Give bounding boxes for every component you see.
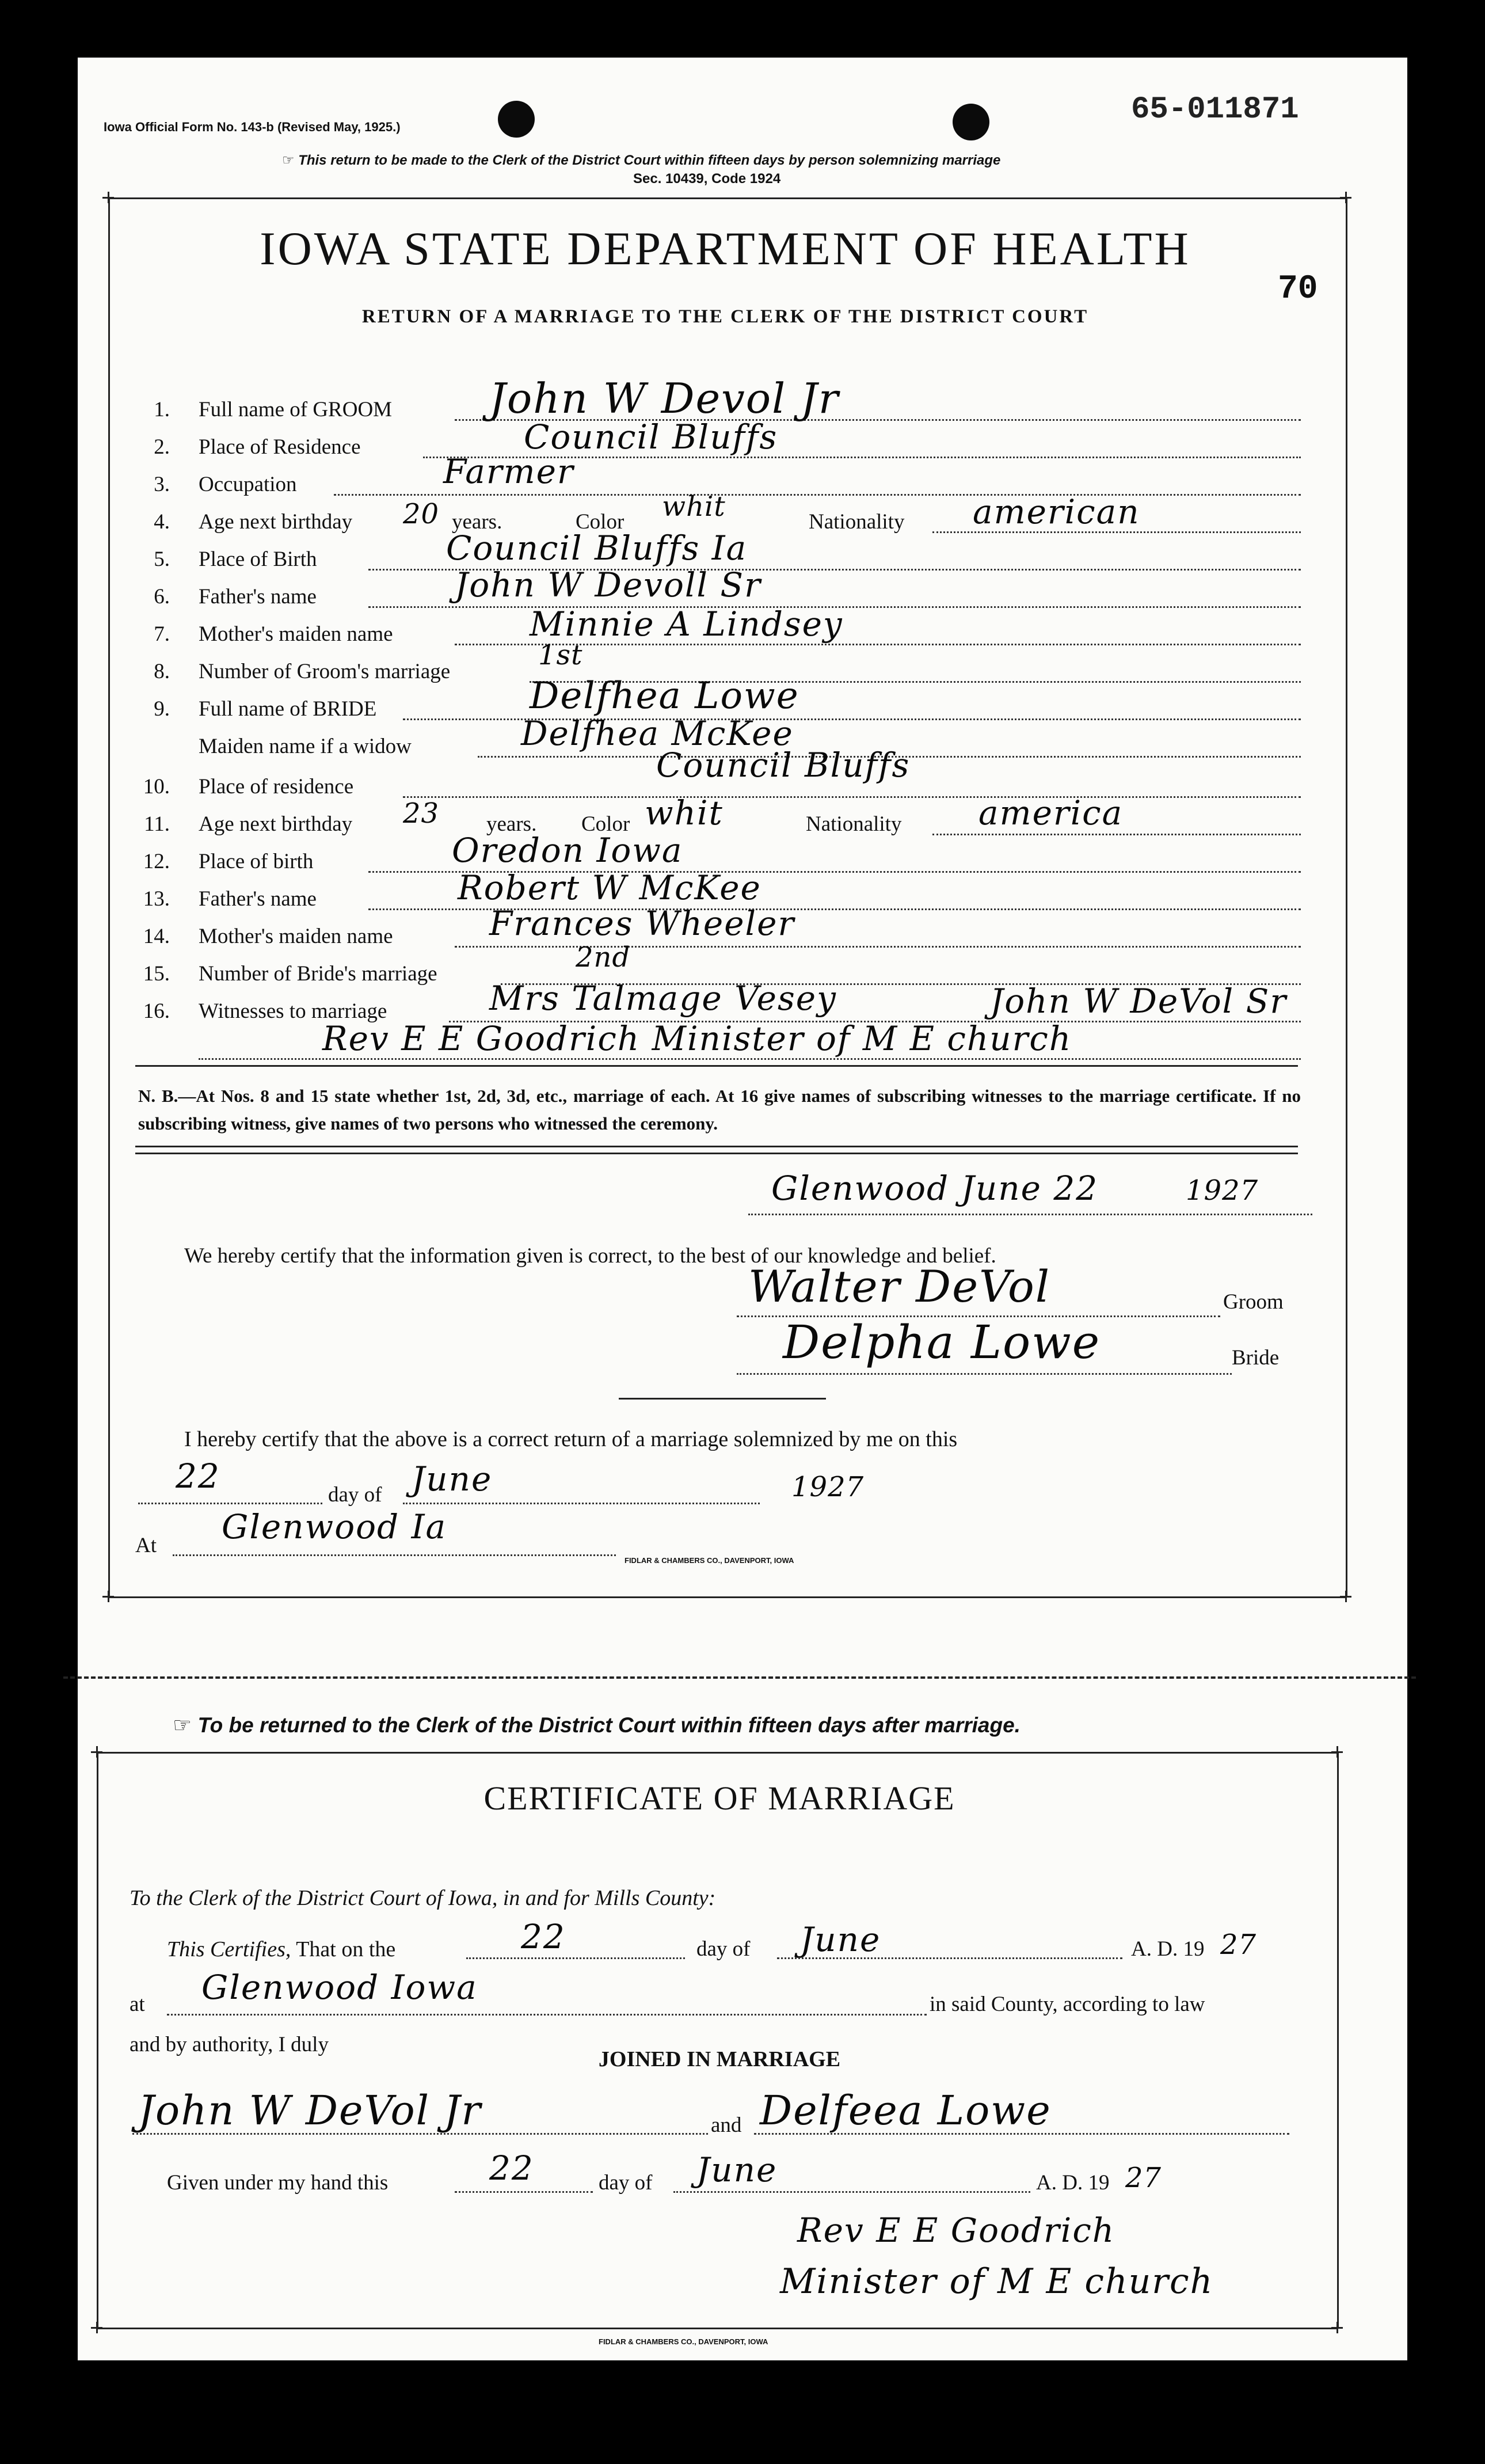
- field-line: [455, 2191, 593, 2193]
- corner-mark: [102, 1591, 114, 1602]
- short-divider: [619, 1398, 826, 1400]
- nationality-label: Nationality: [809, 510, 905, 534]
- punch-hole-right: [953, 104, 989, 140]
- at-place-value: Glenwood Ia: [222, 1507, 447, 1546]
- groom-marriage-number-value: 1st: [538, 639, 583, 671]
- years-label: years.: [486, 812, 537, 836]
- field-label: Place of Birth: [199, 547, 317, 571]
- page-number: 70: [1278, 271, 1318, 308]
- officiant-certify-text: I hereby certify that the above is a correct return of a marriage solemnized by me on this: [184, 1427, 958, 1451]
- certificate-instruction: ☞ To be returned to the Clerk of the District Court within fifteen days after marriage.: [173, 1713, 1021, 1737]
- frame-bottom: [108, 1596, 1346, 1598]
- pointing-hand-icon: ☞: [282, 153, 295, 168]
- place-date-value: Glenwood June 22: [771, 1169, 1099, 1208]
- code-reference: Sec. 10439, Code 1924: [633, 171, 781, 187]
- given-year-value: 27: [1125, 2162, 1162, 2194]
- field-line: [403, 1503, 760, 1504]
- field-line: [199, 1058, 1301, 1060]
- day-of-label: day of: [696, 1937, 751, 1961]
- field-number: 4.: [154, 510, 170, 534]
- corner-mark: [91, 2322, 102, 2333]
- bride-mother-value: Frances Wheeler: [489, 904, 795, 943]
- certificate-title: CERTIFICATE OF MARRIAGE: [483, 1779, 955, 1817]
- field-number: 14.: [143, 925, 170, 948]
- minister-title: Minister of M E church: [780, 2261, 1214, 2302]
- groom-residence-value: Council Bluffs: [524, 417, 778, 457]
- bride-maiden-name-value: Delfhea McKee: [521, 714, 794, 753]
- given-day-of-label: day of: [599, 2171, 653, 2195]
- field-label: Mother's maiden name: [199, 925, 393, 948]
- groom-birthplace-value: Council Bluffs Ia: [446, 528, 748, 568]
- bride-name-value: Delfhea Lowe: [530, 675, 799, 717]
- corner-mark: [1331, 1746, 1343, 1758]
- field-line: [138, 1503, 322, 1504]
- joined-in-marriage-label: JOINED IN MARRIAGE: [598, 2047, 841, 2071]
- years-label: years.: [452, 510, 502, 534]
- frame-right: [1346, 197, 1347, 1596]
- corner-mark: [1340, 192, 1351, 203]
- divider: [135, 1146, 1298, 1147]
- color-label: Color: [581, 812, 630, 836]
- field-line: [673, 2191, 1030, 2193]
- groom-name-value: John W Devol Jr: [489, 374, 840, 423]
- field-line: [132, 2133, 708, 2135]
- minister-signature: Rev E E Goodrich: [797, 2211, 1115, 2250]
- certificate-place-value: Glenwood Iowa: [201, 1968, 478, 2007]
- divider: [135, 1065, 1298, 1067]
- field-number: 8.: [154, 660, 170, 683]
- certifies-line: This Certifies, That on the: [167, 1937, 396, 1961]
- frame-left: [108, 197, 110, 1596]
- given-month-value: June: [696, 2150, 778, 2189]
- filing-instruction: ☞ This return to be made to the Clerk of the District Court within fifteen days by person solemnizing marriage: [282, 153, 1001, 168]
- field-label: Mother's maiden name: [199, 622, 393, 646]
- field-line: [403, 796, 1301, 798]
- bride-residence-value: Council Bluffs: [656, 746, 911, 785]
- field-number: 13.: [143, 887, 170, 911]
- frame-top: [97, 1752, 1337, 1754]
- printer-imprint: FIDLAR & CHAMBERS CO., DAVENPORT, IOWA: [599, 2337, 768, 2346]
- field-number: 15.: [143, 962, 170, 986]
- certificate-groom-name: John W DeVol Jr: [138, 2087, 482, 2134]
- bride-birthplace-value: Oredon Iowa: [452, 831, 683, 870]
- field-number: 3.: [154, 473, 170, 496]
- frame-left: [97, 1752, 98, 2328]
- day-of-label: day of: [328, 1483, 382, 1507]
- ad-label: A. D. 19: [1131, 1937, 1205, 1961]
- groom-occupation-value: Farmer: [443, 452, 574, 491]
- form-number: Iowa Official Form No. 143-b (Revised May, 1925.): [104, 120, 401, 134]
- bride-label: Bride: [1232, 1346, 1280, 1370]
- given-day-value: 22: [489, 2149, 534, 2188]
- field-label: Place of Residence: [199, 435, 361, 459]
- instruction-note: N. B.—At Nos. 8 and 15 state whether 1st, 2d, 3d, etc., marriage of each. At 16 give names of subscribing witnesses to the marriage certificate. If no subscribing witness, give names of two persons who witnessed the ceremony.: [138, 1086, 1301, 1134]
- field-number: 16.: [143, 999, 170, 1023]
- certificate-year-value: 27: [1220, 1929, 1257, 1961]
- groom-color-value: whit: [662, 490, 726, 523]
- field-label: Age next birthday: [199, 812, 353, 836]
- bride-signature: Delpha Lowe: [783, 1315, 1101, 1369]
- printer-imprint: FIDLAR & CHAMBERS CO., DAVENPORT, IOWA: [625, 1556, 794, 1565]
- field-label: Number of Bride's marriage: [199, 962, 437, 986]
- at-label: at: [130, 1993, 145, 2016]
- field-line: [777, 1957, 1122, 1959]
- given-ad-label: A. D. 19: [1036, 2171, 1110, 2195]
- page-title: IOWA STATE DEPARTMENT OF HEALTH: [260, 222, 1191, 275]
- certificate-month-value: June: [800, 1920, 881, 1959]
- year-value: 1927: [791, 1471, 865, 1503]
- certify-text: We hereby certify that the information given is correct, to the best of our knowledge and belief.: [184, 1244, 996, 1268]
- authority-text: and by authority, I duly: [130, 2033, 329, 2056]
- field-line: [754, 2133, 1289, 2135]
- bride-nationality-value: america: [978, 793, 1124, 832]
- and-label: and: [711, 2113, 742, 2137]
- field-label: Full name of GROOM: [199, 398, 393, 421]
- field-label: Maiden name if a widow: [199, 735, 412, 758]
- field-label: Age next birthday: [199, 510, 353, 534]
- groom-label: Groom: [1223, 1290, 1284, 1314]
- witness-2-value: John W DeVol Sr: [990, 982, 1288, 1021]
- corner-mark: [1331, 2322, 1343, 2333]
- groom-father-value: John W Devoll Sr: [455, 565, 761, 604]
- bride-color-value: whit: [645, 793, 724, 832]
- field-label: Father's name: [199, 887, 317, 911]
- field-number: 11.: [144, 812, 170, 836]
- witness-1-value: Mrs Talmage Vesey: [489, 979, 837, 1018]
- bride-marriage-number-value: 2nd: [576, 941, 631, 974]
- field-line: [334, 494, 1301, 496]
- place-date-year: 1927: [1186, 1174, 1259, 1207]
- field-label: Place of residence: [199, 775, 354, 798]
- bride-father-value: Robert W McKee: [458, 868, 761, 907]
- corner-mark: [1340, 1591, 1351, 1602]
- field-line: [173, 1554, 616, 1556]
- certificate-day-value: 22: [521, 1917, 566, 1956]
- groom-age-value: 20: [403, 498, 440, 530]
- month-value: June: [412, 1459, 493, 1499]
- county-text: in said County, according to law: [930, 1993, 1205, 2016]
- field-number: 12.: [143, 850, 170, 873]
- field-number: 1.: [154, 398, 170, 421]
- pointing-hand-icon: ☞: [173, 1713, 192, 1737]
- field-line: [167, 2014, 927, 2016]
- certificate-bride-name: Delfeea Lowe: [760, 2087, 1052, 2134]
- field-label: Number of Groom's marriage: [199, 660, 451, 683]
- field-label: Witnesses to marriage: [199, 999, 387, 1023]
- color-label: Color: [576, 510, 625, 534]
- tear-line: [63, 1676, 1416, 1679]
- witness-3-value: Rev E E Goodrich Minister of M E church: [322, 1019, 1072, 1058]
- field-line: [466, 1957, 685, 1959]
- field-line: [932, 531, 1301, 533]
- frame-right: [1337, 1752, 1339, 2328]
- nationality-label: Nationality: [806, 812, 902, 836]
- groom-nationality-value: american: [973, 492, 1140, 531]
- corner-mark: [91, 1746, 102, 1758]
- field-label: Full name of BRIDE: [199, 697, 377, 721]
- field-line: [748, 1214, 1312, 1215]
- given-under-hand-label: Given under my hand this: [167, 2171, 389, 2195]
- signature-line: [737, 1373, 1232, 1375]
- groom-mother-value: Minnie A Lindsey: [530, 604, 843, 644]
- field-label: Occupation: [199, 473, 297, 496]
- field-number: 6.: [154, 585, 170, 609]
- page-subtitle: RETURN OF A MARRIAGE TO THE CLERK OF THE DISTRICT COURT: [361, 306, 1089, 327]
- field-number: 10.: [143, 775, 170, 798]
- field-label: Father's name: [199, 585, 317, 609]
- corner-mark: [102, 192, 114, 203]
- field-number: 9.: [154, 697, 170, 721]
- bride-age-value: 23: [403, 797, 440, 830]
- day-value: 22: [176, 1457, 220, 1496]
- frame-top: [108, 197, 1346, 199]
- field-number: 2.: [154, 435, 170, 459]
- certificate-addressee: To the Clerk of the District Court of Iowa, in and for Mills County:: [130, 1886, 716, 1910]
- field-number: 5.: [154, 547, 170, 571]
- punch-hole-left: [498, 101, 535, 138]
- file-number: 65-011871: [1131, 92, 1299, 127]
- divider: [135, 1153, 1298, 1154]
- field-line: [932, 834, 1301, 835]
- frame-bottom: [97, 2328, 1337, 2329]
- field-label: Place of birth: [199, 850, 314, 873]
- field-number: 7.: [154, 622, 170, 646]
- at-label: At: [135, 1534, 157, 1557]
- groom-signature: Walter DeVol: [748, 1261, 1051, 1312]
